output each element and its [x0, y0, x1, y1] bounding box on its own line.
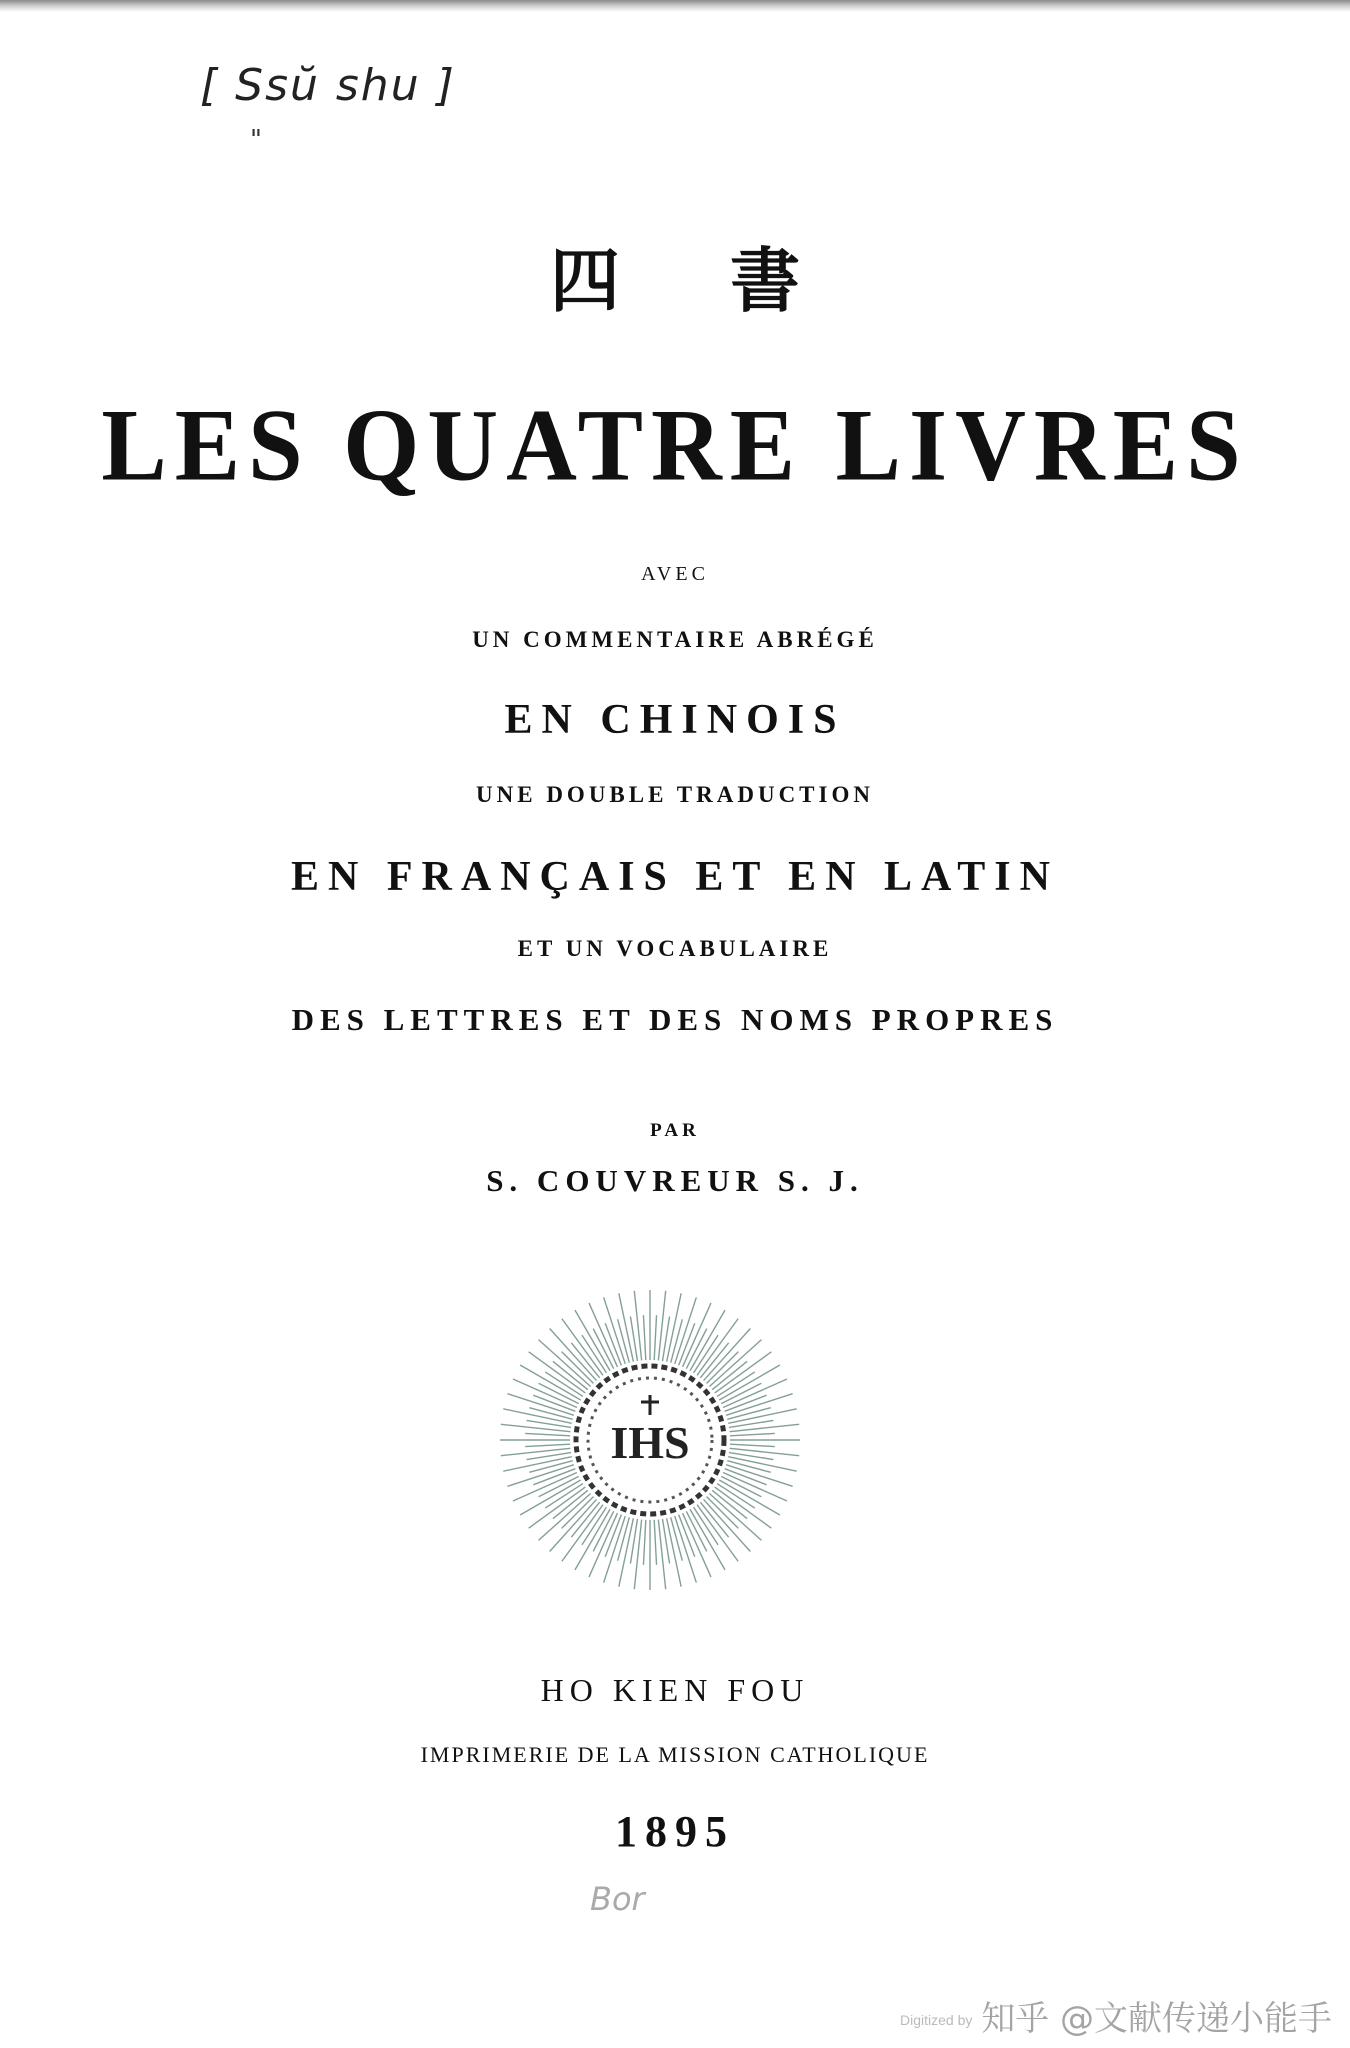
subtitle-lettres-noms: DES LETTRES ET DES NOMS PROPRES	[291, 1002, 1059, 1037]
pencil-annotation: Bor	[590, 1880, 645, 1918]
emblem-ray	[683, 1513, 711, 1577]
chinese-title: 四書	[550, 240, 910, 322]
emblem-ray	[694, 1335, 719, 1373]
platform-watermark: 知乎 @文献传递小能手	[981, 1999, 1332, 2039]
imprint-place: HO KIEN FOU	[540, 1672, 810, 1708]
emblem-ray	[589, 1513, 617, 1577]
emblem-ray	[513, 1379, 577, 1407]
subtitle-avec: AVEC	[641, 563, 709, 585]
subtitle-vocabulaire: ET UN VOCABULAIRE	[517, 936, 833, 961]
subtitle-commentaire: UN COMMENTAIRE ABRÉGÉ	[472, 627, 878, 652]
emblem-ray	[717, 1372, 755, 1397]
emblem-ray	[723, 1379, 787, 1407]
emblem-ray	[654, 1520, 656, 1565]
subtitle-chinois: EN CHINOIS	[504, 697, 846, 743]
emblem-ray	[525, 1444, 570, 1446]
page-top-edge	[0, 0, 1350, 12]
imprint-year: 1895	[615, 1807, 735, 1856]
main-title: LES QUATRE LIVRES	[101, 389, 1249, 503]
emblem-ray	[643, 1520, 645, 1565]
emblem-ray	[717, 1484, 755, 1509]
emblem-ray	[683, 1303, 711, 1367]
emblem-ray	[545, 1372, 583, 1397]
emblem-ray	[730, 1444, 775, 1446]
emblem-ray	[643, 1315, 645, 1360]
handwritten-title-note: [ Ssŭ shu ]	[200, 60, 456, 111]
author-name: S. COUVREUR S. J.	[486, 1163, 864, 1198]
emblem-ray	[513, 1473, 577, 1501]
by-label: PAR	[650, 1120, 700, 1141]
ihs-sunburst-emblem-icon	[490, 1280, 810, 1600]
emblem-ray	[589, 1303, 617, 1367]
subtitle-francais-latin: EN FRANÇAIS ET EN LATIN	[291, 854, 1059, 900]
subtitle-traduction: UNE DOUBLE TRADUCTION	[476, 782, 874, 807]
imprint-press: IMPRIMERIE DE LA MISSION CATHOLIQUE	[420, 1742, 930, 1767]
emblem-ray	[525, 1433, 570, 1435]
digitized-notice: Digitized by	[900, 2012, 973, 2028]
emblem-ray	[694, 1507, 719, 1545]
emblem-ray	[582, 1335, 607, 1373]
emblem-ray	[654, 1315, 656, 1360]
emblem-ray	[730, 1433, 775, 1435]
ihs-monogram: IHS	[610, 1417, 690, 1468]
emblem-ray	[723, 1473, 787, 1501]
emblem-ray	[545, 1484, 583, 1509]
emblem-ray	[582, 1507, 607, 1545]
handwritten-ditto-mark: "	[250, 125, 262, 155]
